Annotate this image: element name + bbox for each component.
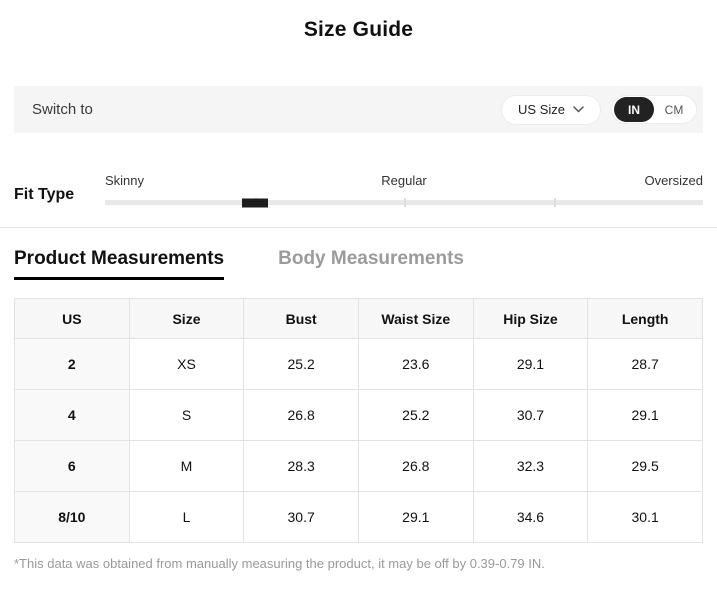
tab-body-measurements[interactable]: Body Measurements <box>278 248 464 269</box>
cell-hip: 32.3 <box>473 441 588 492</box>
cell-hip: 29.1 <box>473 339 588 390</box>
size-table <box>14 298 703 543</box>
cell-us: 6 <box>15 441 130 492</box>
unit-option-cm[interactable]: CM <box>664 102 684 117</box>
cell-waist: 29.1 <box>358 492 473 543</box>
col-header-bust: Bust <box>244 299 359 339</box>
cell-length: 29.1 <box>588 390 703 441</box>
switch-bar <box>14 86 703 133</box>
table-row <box>15 492 703 543</box>
cell-waist: 25.2 <box>358 390 473 441</box>
unit-option-in[interactable]: IN <box>614 97 654 122</box>
chevron-down-icon <box>573 106 584 113</box>
switch-controls <box>501 95 697 125</box>
table-row <box>15 441 703 492</box>
table-row <box>15 339 703 390</box>
cell-size: M <box>129 441 244 492</box>
col-header-size: Size <box>129 299 244 339</box>
cell-size: L <box>129 492 244 543</box>
cell-size: S <box>129 390 244 441</box>
fit-type-section <box>14 173 703 205</box>
fit-option-skinny[interactable]: Skinny <box>105 173 145 188</box>
fit-type-options <box>105 173 703 188</box>
fit-option-regular[interactable]: Regular <box>381 173 427 188</box>
cell-us: 8/10 <box>15 492 130 543</box>
fit-type-label: Fit Type <box>14 186 75 203</box>
fit-track-tick <box>404 198 406 207</box>
cell-bust: 28.3 <box>244 441 359 492</box>
switch-to-label: Switch to <box>32 101 93 118</box>
measurement-disclaimer: *This data was obtained from manually measuring the product, it may be off by 0.39-0.79 IN. <box>14 556 545 571</box>
section-divider <box>0 227 717 228</box>
fit-type-track[interactable] <box>105 200 703 205</box>
col-header-hip: Hip Size <box>473 299 588 339</box>
table-header-row <box>15 299 703 339</box>
cell-waist: 26.8 <box>358 441 473 492</box>
cell-bust: 30.7 <box>244 492 359 543</box>
fit-track-tick <box>554 198 556 207</box>
fit-type-marker-handle[interactable] <box>242 198 268 207</box>
size-system-dropdown[interactable] <box>501 95 601 125</box>
cell-length: 28.7 <box>588 339 703 390</box>
measurements-tabs <box>14 248 703 280</box>
size-guide-panel <box>0 18 717 602</box>
page-title: Size Guide <box>303 18 414 41</box>
cell-hip: 34.6 <box>473 492 588 543</box>
col-header-us: US <box>15 299 130 339</box>
fit-type-slider <box>105 173 703 205</box>
cell-hip: 30.7 <box>473 390 588 441</box>
cell-us: 4 <box>15 390 130 441</box>
cell-size: XS <box>129 339 244 390</box>
cell-waist: 23.6 <box>358 339 473 390</box>
tab-product-measurements[interactable]: Product Measurements <box>14 248 224 280</box>
col-header-length: Length <box>588 299 703 339</box>
table-row <box>15 390 703 441</box>
unit-toggle <box>611 95 697 124</box>
cell-bust: 25.2 <box>244 339 359 390</box>
fit-option-oversized[interactable]: Oversized <box>644 173 703 188</box>
cell-length: 30.1 <box>588 492 703 543</box>
cell-length: 29.5 <box>588 441 703 492</box>
size-system-value: US Size <box>518 102 565 117</box>
cell-us: 2 <box>15 339 130 390</box>
cell-bust: 26.8 <box>244 390 359 441</box>
col-header-waist: Waist Size <box>358 299 473 339</box>
